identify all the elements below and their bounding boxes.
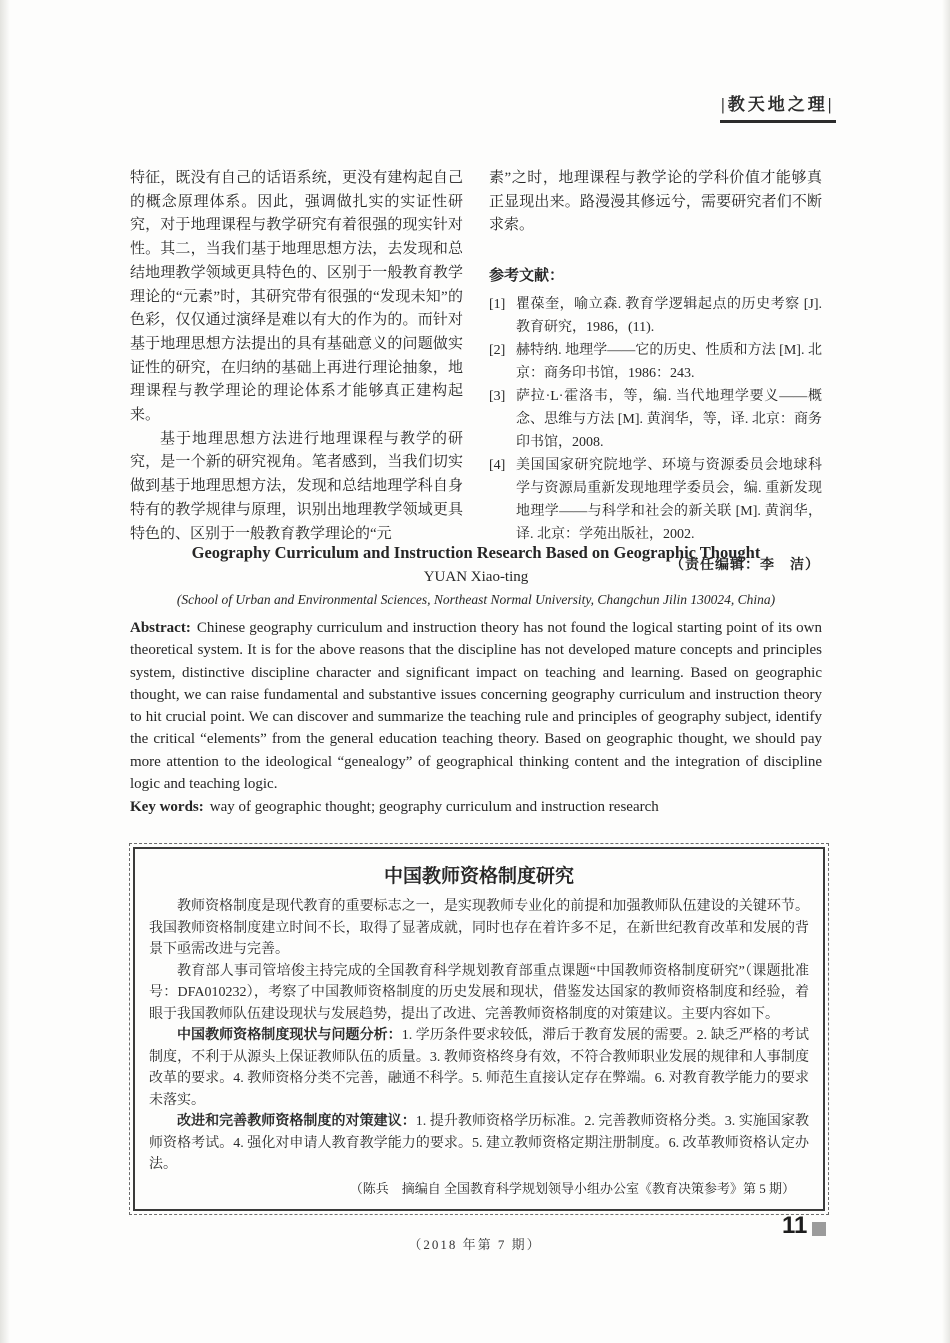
notice-paragraph-lead: 改进和完善教师资格制度的对策建议： bbox=[177, 1114, 416, 1129]
left-column bbox=[130, 167, 463, 574]
notice-paragraph-text: 1. 学历条件要求较低，滞后于教育发展的需要。2. 缺乏严格的考试制度，不利于从源头上保证教师队伍的质量。3. 教师资格终身有效，不符合教师职业发展的规律和人事制度改革的要求。4. 教师资格分类不完善，融通不科学。5. 师范生直接认定存在弊端。6. 对教育教学能力的要求未落实。 bbox=[149, 1028, 810, 1108]
page-number bbox=[782, 1212, 826, 1240]
reference-text: 瞿葆奎，喻立森. 教育学逻辑起点的历史考察 [J]. 教育研究，1986，(11). bbox=[516, 297, 822, 336]
body-paragraph: 基于地理思想方法进行地理课程与教学的研究，是一个新的研究视角。笔者感到，当我们切实做到基于地理思想方法，发现和总结地理学科自身特有的教学规律与原理，识别出地理教学领域更具特色的、区别于一般教育教学理论的“元 bbox=[130, 430, 463, 542]
reference-text: 萨拉·L·霍洛韦，等，编. 当代地理学要义——概念、思维与方法 [M]. 黄润华，等，译. 北京：商务印书馆，2008. bbox=[516, 389, 822, 451]
abstract-text: Chinese geography curriculum and instruction theory has not found the logical starting point of its own theoretical system. It is for the above reasons that the discipline has not developed mature concepts and principles system, distinctive discipline character and significant impact on teaching and learning. Based on geographic thought, we can raise fundamental and substantive issues concerning geography curriculum and instruction theory to hit crucial point. We can discover and summarize the teaching rule and principles of geography subject, identify the critical “elements” from the general education teaching theory. Based on geographic thought, we should pay more attention to the ideological “genealogy” of geographical thinking content and the integration of discipline logic and teaching logic. bbox=[130, 620, 822, 793]
notice-source-note: （陈兵 摘编自 全国教育科学规划领导小组办公室《教育决策参考》第 5 期） bbox=[349, 1180, 795, 1196]
notice-paragraph: 教育部人事司管培俊主持完成的全国教育科学规划教育部重点课题“中国教师资格制度研究”（课题批准号：DFA010232），考察了中国教师资格制度的历史发展和现状，借鉴发达国家的教师资格制度和经验，着眼于我国教师队伍建设现状与发展趋势，提出了改进、完善教师资格制度的对策建议。主要内容如下。 bbox=[149, 963, 809, 1022]
english-title: Geography Curriculum and Instruction Research Based on Geographic Thought bbox=[191, 543, 761, 562]
scan-edge-right bbox=[942, 0, 950, 1343]
keywords-line bbox=[130, 796, 822, 818]
keywords-label: Key words: bbox=[130, 799, 204, 816]
reference-item bbox=[489, 293, 822, 339]
responsible-editor-note: （责任编辑：李 洁） bbox=[670, 558, 820, 574]
reference-number: [4] bbox=[489, 458, 506, 474]
notice-title: 中国教师资格制度研究 bbox=[383, 866, 574, 887]
english-abstract-section bbox=[130, 543, 822, 819]
notice-paragraph bbox=[149, 1111, 809, 1176]
english-author: YUAN Xiao-ting bbox=[423, 569, 529, 585]
boxed-research-notice bbox=[133, 847, 825, 1211]
keywords-text: way of geographic thought; geography curriculum and instruction research bbox=[209, 799, 659, 816]
page-number-text: 11 bbox=[782, 1212, 808, 1239]
reference-text: 赫特纳. 地理学——它的历史、性质和方法 [M]. 北京：商务印书馆，1986：243. bbox=[516, 343, 822, 382]
reference-item bbox=[489, 454, 822, 546]
reference-item bbox=[489, 385, 822, 454]
journal-section-header: |教天地之理| bbox=[720, 90, 836, 123]
english-affiliation: (School of Urban and Environmental Sciences, Northeast Normal University, Changchun Jilin 130024, China) bbox=[176, 592, 776, 607]
reference-text: 美国国家研究院地学、环境与资源委员会地球科学与资源局重新发现地理学委员会，编. 重新发现地理学——与科学和社会的新关联 [M]. 黄润华，译. 北京：学苑出版社，2002. bbox=[516, 458, 822, 543]
notice-paragraph-text: 1. 提升教师资格学历标准。2. 完善教师资格分类。3. 实施国家教师资格考试。4. 强化对申请人教育教学能力的要求。5. 建立教师资格定期注册制度。6. 改革教师资格认定办法。 bbox=[149, 1114, 810, 1172]
right-column bbox=[489, 167, 822, 574]
reference-number: [2] bbox=[489, 343, 506, 359]
references-heading: 参考文献： bbox=[489, 268, 565, 285]
page-number-square-icon bbox=[812, 1222, 826, 1236]
abstract-paragraph bbox=[130, 617, 822, 795]
reference-number: [1] bbox=[489, 297, 506, 313]
reference-number: [3] bbox=[489, 389, 506, 405]
issue-footer: （2018 年第 7 期） bbox=[408, 1237, 542, 1252]
body-paragraph: 特征，既没有自己的话语系统，更没有建构起自己的概念原理体系。因此，强调做扎实的实证性研究，对于地理课程与教学研究有着很强的现实针对性。其二，当我们基于地理思想方法，去发现和总结地理教学领域更具特色的、区别于一般教育教学理论的“元素”时，其研究带有很强的“发现未知”的色彩，仅仅通过演绎是难以有大的作为的。而针对基于地理思想方法提出的具有基础意义的问题做实证性的研究，在归纳的基础上再进行理论抽象，地理课程与教学理论的理论体系才能够真正建构起来。 bbox=[130, 170, 463, 424]
notice-paragraph bbox=[149, 1025, 809, 1111]
references-list bbox=[489, 293, 822, 546]
notice-paragraph-lead: 中国教师资格制度现状与问题分析： bbox=[177, 1028, 402, 1043]
article-body bbox=[130, 167, 822, 574]
body-paragraph: 素”之时，地理课程与教学论的学科价值才能够真正显现出来。路漫漫其修远兮，需要研究者们不断求索。 bbox=[489, 170, 822, 234]
reference-item bbox=[489, 339, 822, 385]
abstract-label: Abstract: bbox=[130, 620, 191, 636]
notice-paragraph: 教师资格制度是现代教育的重要标志之一，是实现教师专业化的前提和加强教师队伍建设的关键环节。我国教师资格制度建立时间不长，取得了显著成就，同时也存在着许多不足，在新世纪教育改革和发展的背景下亟需改进与完善。 bbox=[149, 899, 809, 957]
scan-edge-left bbox=[0, 0, 10, 1343]
